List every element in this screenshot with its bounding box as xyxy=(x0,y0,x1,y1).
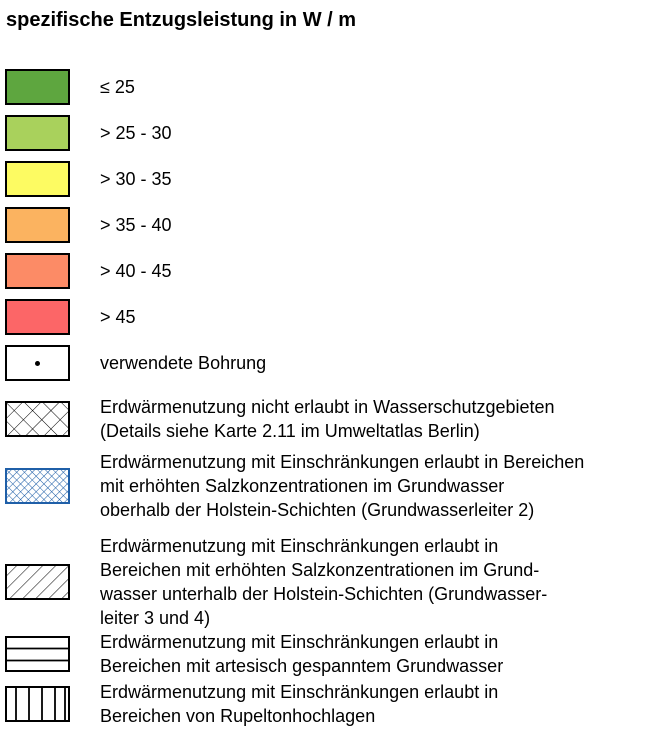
legend-label: > 45 xyxy=(100,307,136,327)
legend-label-line: oberhalb der Holstein-Schichten (Grundwasserleiter 2) xyxy=(100,500,535,520)
legend-label xyxy=(100,630,503,678)
legend-item-artesian-groundwater xyxy=(0,630,647,678)
legend-item-35-40 xyxy=(0,207,647,243)
legend-item-water-protection xyxy=(0,395,647,443)
borehole-dot-icon xyxy=(35,361,40,366)
swatch-column xyxy=(0,115,100,151)
swatch-column xyxy=(0,161,100,197)
swatch-column xyxy=(0,636,100,672)
swatch-column xyxy=(0,401,100,437)
legend-label-line: Bereichen mit erhöhten Salzkonzentrationen im Grund- xyxy=(100,560,540,580)
swatch-column xyxy=(0,69,100,105)
diagonal-hatch-icon xyxy=(5,564,70,600)
legend-item-40-45 xyxy=(0,253,647,289)
legend-label-line: Bereichen mit artesisch gespanntem Grundwasser xyxy=(100,656,504,676)
legend-item-25-30 xyxy=(0,115,647,151)
color-swatch-green xyxy=(5,69,70,105)
legend-label: > 30 - 35 xyxy=(100,169,172,189)
swatch-column xyxy=(0,345,100,381)
legend-item-borehole xyxy=(0,345,647,381)
legend-label-line: Bereichen von Rupeltonhochlagen xyxy=(100,706,376,726)
legend-label-line: Erdwärmenutzung nicht erlaubt in Wasserschutzgebieten xyxy=(100,397,555,417)
legend-label-line: mit erhöhten Salzkonzentrationen im Grundwasser xyxy=(100,476,505,496)
legend-label xyxy=(100,395,555,443)
legend-item-le-25 xyxy=(0,69,647,105)
legend-label: > 40 - 45 xyxy=(100,261,172,281)
borehole-symbol-swatch xyxy=(5,345,70,381)
legend-label-line: Erdwärmenutzung mit Einschränkungen erlaubt in xyxy=(100,632,499,652)
legend-list xyxy=(0,69,647,728)
diamond-crosshatch-black-icon xyxy=(5,401,70,437)
color-swatch-light-green xyxy=(5,115,70,151)
vertical-lines-icon xyxy=(5,686,70,722)
legend-label: > 25 - 30 xyxy=(100,123,172,143)
legend-label-line: (Details siehe Karte 2.11 im Umweltatlas Berlin) xyxy=(100,421,480,441)
color-swatch-orange xyxy=(5,207,70,243)
legend-item-gt-45 xyxy=(0,299,647,335)
legend-label-line: leiter 3 und 4) xyxy=(100,608,211,628)
horizontal-lines-icon xyxy=(5,636,70,672)
color-swatch-red xyxy=(5,299,70,335)
legend-label-line: wasser unterhalb der Holstein-Schichten (Grundwasser- xyxy=(100,584,548,604)
legend-item-30-35 xyxy=(0,161,647,197)
legend-item-rupelton-highs xyxy=(0,680,647,728)
legend-label xyxy=(100,450,584,522)
legend-label-line: Erdwärmenutzung mit Einschränkungen erlaubt in Bereichen xyxy=(100,452,585,472)
legend-title: spezifische Entzugsleistung in W / m xyxy=(6,9,357,31)
diamond-crosshatch-blue-icon xyxy=(5,468,70,504)
swatch-column xyxy=(0,564,100,600)
color-swatch-salmon xyxy=(5,253,70,289)
legend-label xyxy=(100,680,498,728)
legend-item-salt-below-holstein xyxy=(0,534,647,630)
swatch-column xyxy=(0,253,100,289)
legend-label: verwendete Bohrung xyxy=(100,353,267,373)
swatch-column xyxy=(0,468,100,504)
swatch-column xyxy=(0,686,100,722)
legend-label-line: Erdwärmenutzung mit Einschränkungen erlaubt in xyxy=(100,536,499,556)
legend-label: > 35 - 40 xyxy=(100,215,172,235)
color-swatch-yellow xyxy=(5,161,70,197)
swatch-column xyxy=(0,299,100,335)
legend-item-salt-above-holstein xyxy=(0,450,647,522)
legend-label: ≤ 25 xyxy=(100,77,135,97)
legend-label xyxy=(100,534,547,630)
legend-label-line: Erdwärmenutzung mit Einschränkungen erlaubt in xyxy=(100,682,499,702)
swatch-column xyxy=(0,207,100,243)
